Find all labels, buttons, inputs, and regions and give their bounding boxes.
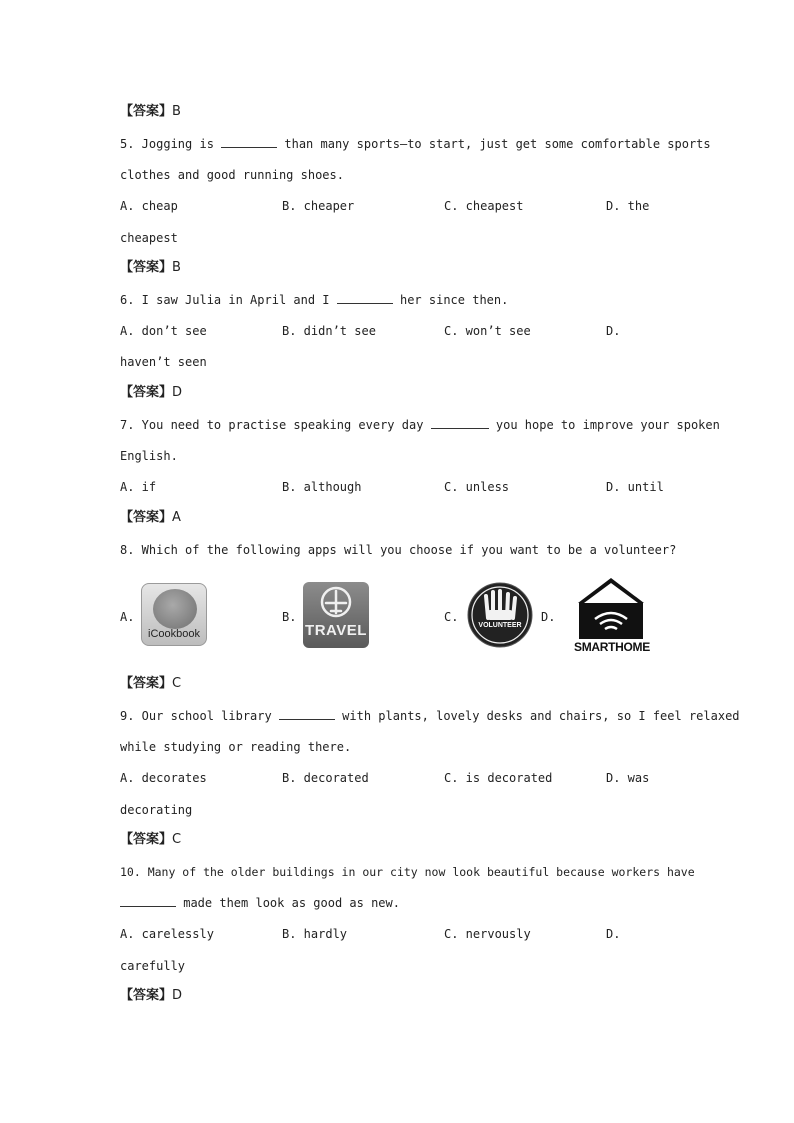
question-7-stem-cont: English. — [120, 449, 178, 463]
option-d-wrap: cheapest — [120, 231, 178, 245]
answer-blank — [221, 136, 277, 148]
option-d: D. — [541, 610, 556, 624]
volunteer-app-icon — [467, 582, 533, 648]
option-b: B. — [282, 610, 297, 624]
answer-line-7: 【答案】A — [120, 510, 181, 525]
answer-line-8: 【答案】C — [120, 676, 182, 691]
app-label: TRAVEL — [305, 622, 367, 639]
option-d: D. was — [606, 771, 650, 785]
option-c: C. cheapest — [444, 199, 524, 213]
house-wifi-icon — [574, 577, 648, 641]
cookbook-disc — [153, 589, 197, 629]
question-10-stem-cont: made them look as good as new. — [120, 895, 400, 911]
answer-blank — [279, 708, 335, 720]
answer-line-5: 【答案】B — [120, 260, 181, 275]
answer-value: B — [172, 104, 181, 119]
option-a: A. don’t see — [120, 324, 207, 338]
cookbook-app-icon — [141, 583, 207, 646]
option-a: A. — [120, 610, 135, 624]
answer-blank — [431, 417, 489, 429]
answer-line-4 — [120, 104, 181, 120]
app-label: SMARTHOME — [574, 640, 650, 654]
answer-line-9: 【答案】C — [120, 832, 182, 847]
question-9-stem-cont: while studying or reading there. — [120, 740, 352, 754]
question-7-stem: 7. You need to practise speaking every day you hope to improve your spoken — [120, 418, 720, 432]
option-a: A. decorates — [120, 771, 207, 785]
app-label: iCookbook — [148, 628, 200, 640]
question-5-stem: 5. Jogging is than many sports—to start, just get some comfortable sports — [120, 137, 711, 151]
question-8-stem: 8. Which of the following apps will you choose if you want to be a volunteer? — [120, 543, 677, 557]
option-b: B. hardly — [282, 927, 348, 941]
question-5-stem-cont: clothes and good running shoes. — [120, 168, 344, 182]
option-d: D. — [606, 324, 621, 338]
answer-blank — [120, 895, 176, 907]
travel-app-icon — [303, 582, 369, 648]
question-10-stem: 10. Many of the older buildings in our city now look beautiful because workers have — [120, 865, 695, 879]
option-b: B. cheaper — [282, 199, 355, 213]
option-d-wrap: carefully — [120, 959, 186, 973]
answer-tag: 【答案】 — [120, 104, 173, 119]
option-d-wrap: haven’t seen — [120, 355, 207, 369]
option-c: C. unless — [444, 480, 510, 494]
option-b: B. decorated — [282, 771, 369, 785]
answer-line-10: 【答案】D — [120, 988, 183, 1003]
app-label: VOLUNTEER — [478, 622, 522, 629]
option-b: B. although — [282, 480, 362, 494]
option-d-wrap: decorating — [120, 803, 193, 817]
option-c: C. is decorated — [444, 771, 553, 785]
option-d: D. until — [606, 480, 664, 494]
option-c: C. nervously — [444, 927, 531, 941]
option-b: B. didn’t see — [282, 324, 376, 338]
option-d: D. — [606, 927, 621, 941]
option-c: C. won’t see — [444, 324, 531, 338]
smarthome-app-icon — [574, 577, 648, 655]
option-d: D. the — [606, 199, 650, 213]
option-c: C. — [444, 610, 459, 624]
answer-line-6: 【答案】D — [120, 385, 183, 400]
option-a: A. carelessly — [120, 927, 214, 941]
question-6-stem: 6. I saw Julia in April and I her since then. — [120, 293, 509, 307]
option-a: A. if — [120, 480, 157, 494]
raised-hands-icon — [467, 582, 533, 648]
answer-blank — [337, 292, 393, 304]
option-a: A. cheap — [120, 199, 178, 213]
question-9-stem: 9. Our school library with plants, lovely desks and chairs, so I feel relaxed — [120, 709, 740, 723]
